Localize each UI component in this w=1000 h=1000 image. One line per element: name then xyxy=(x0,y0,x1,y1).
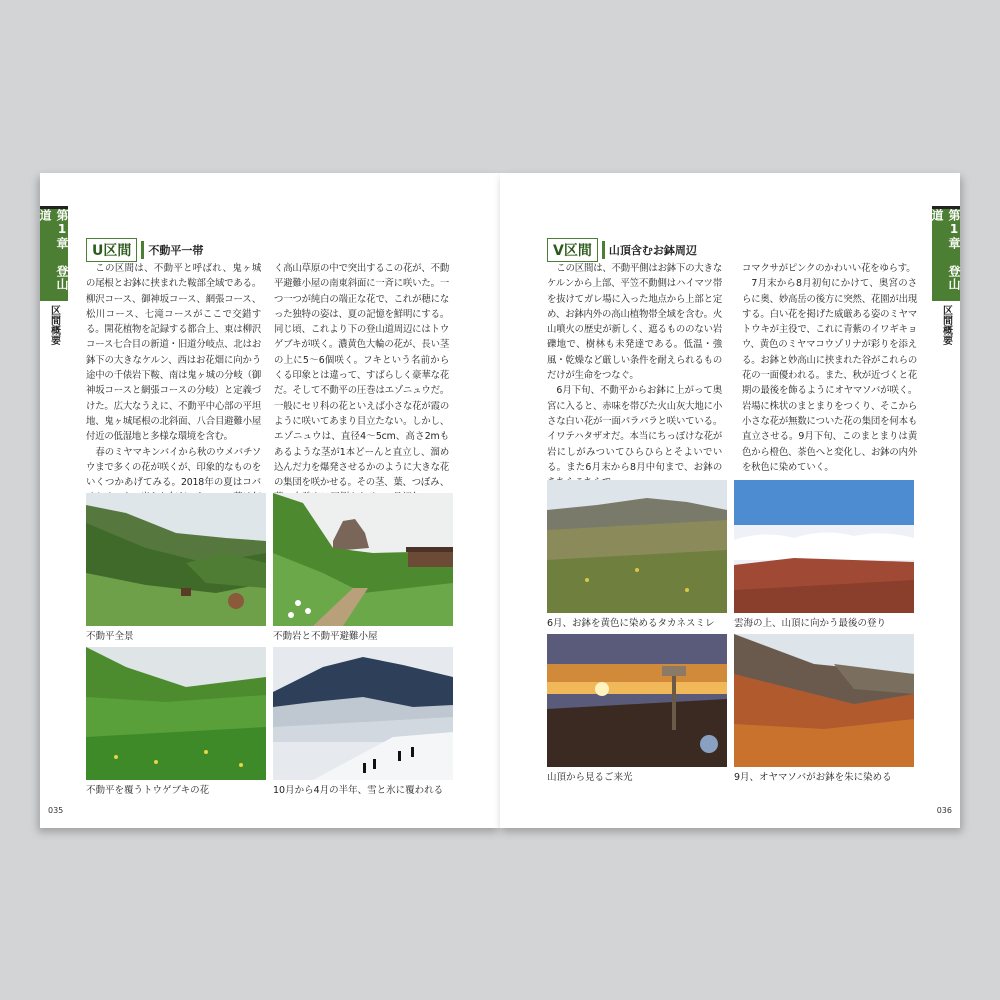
section-heading xyxy=(547,238,697,262)
right-page xyxy=(500,173,960,828)
photo-caption: 不動平を覆うトウゲブキの花 xyxy=(86,785,210,796)
paragraph: 7月末から8月初旬にかけて、奥宮のさらに奥、妙高岳の後方に突然、花園が出現する。白い花を掲げた威厳ある姿のミヤマトウキが主役で、これに青紫のイワギキョウ、黄色のミヤマコウゾリナが彩りを添える。お鉢と妙高山に挟まれた谷がこれらの花の一面優われる。また、秋が近づくと花期の最後を飾るようにオヤマソバが咲く。岩場に株状のまとまりをつくり、そこから小さな花が無数についた花の集団を何本も直立させる。9月下旬、このまとまりは黄色から橙色、茶色へと変化し、お鉢の内外を秋色に染めていく。 xyxy=(742,278,917,473)
chapter-subtitle: 区間概要 xyxy=(48,305,60,345)
photo-caption: 不動平全景 xyxy=(86,631,134,642)
paragraph: 6月下旬、不動平からお鉢に上がって奥宮に入ると、赤味を帯びた火山灰大地に小さな白い花が一面パラパラと咲いている。イワテハタザオだ。本当にちっぽけな花が岩にしがみついてひらひらとそよいでいる。また6月末から8月中旬まで、お鉢の xyxy=(547,385,722,473)
photo-fudo-rock-hut xyxy=(273,493,453,626)
photo-oyamasoba-red xyxy=(734,634,914,767)
paragraph: 春のミヤマキンバイから秋のウメバチソウまで多くの花が咲くが、印象的なものをいくつかあげてみる。2018年の夏はコバ xyxy=(86,446,261,489)
photo-takanesumire-slope xyxy=(547,480,727,613)
paragraph: コマクサがピンクのかわいい花をゆらす。 xyxy=(742,263,916,274)
photo-tougebuki-meadow xyxy=(86,647,266,780)
photo-sea-of-clouds xyxy=(734,480,914,613)
section-title: 不動平一帯 xyxy=(148,244,204,257)
photo-fudodaira-panorama xyxy=(86,493,266,626)
photo-summit-sunrise xyxy=(547,634,727,767)
photo-caption: 9月、オヤマソバがお鉢を朱に染める xyxy=(734,772,892,783)
chapter-tab: 第1章 登山道 xyxy=(932,206,960,301)
photo-caption: 10月から4月の半年、雪と氷に覆われる xyxy=(273,785,444,796)
paragraph: く高山草原の中で突出するこの花が、不動平避難小屋の南東斜面に一斉に咲いた。一つ一つが純白の端正な花で、これが穂になった独特の姿は、夏の記憶を鮮明にする。同じ頃、これより下の登山道周辺にはトウゲブキが咲く。濃黄色大輪の花が、長い茎の上に5～6個咲く。フキという名前からくる印象とは違って、すばらしく豪華な花だ。そして不動平の圧巻はエゾニュウだ。一般にセリ科の花といえば小さな花が霞のように咲いてあまり目立たない。しかし、エゾニュウは、直径4～5cm、高さ2mもあるような茎が1本どーんと直立し、溜め込んだ力を爆発させるかのように大きな花の集団を咲かせる。その茎、葉、つぼみ、 xyxy=(274,263,449,489)
photo-snow-ice xyxy=(273,647,453,780)
chapter-subtitle: 区間概要 xyxy=(940,305,952,345)
photo-caption: 山頂から見るご来光 xyxy=(547,772,633,783)
heading-bar xyxy=(141,241,144,259)
left-page xyxy=(40,173,500,828)
text-column-2 xyxy=(742,261,917,475)
section-heading xyxy=(86,238,203,262)
photo-caption: 不動岩と不動平避難小屋 xyxy=(273,631,378,642)
paragraph: この区間は、不動平側はお鉢下の大きなケルンから上部、平笠不動側はハイマツ帯を抜けてガレ場に入った地点から上部と定め、お鉢内外の高山植物帯全域を含む。火山噴火の歴史が新しく、遮るもののない岩礫地で、樹林も未発達である。低温・強風・乾燥など厳しい条件を耐えられるものだけが生命をつなぐ。 xyxy=(547,263,722,382)
section-title: 山頂含むお鉢周辺 xyxy=(608,244,697,257)
chapter-tab: 第1章 登山道 xyxy=(40,206,68,301)
text-column-1 xyxy=(547,261,722,490)
heading-bar xyxy=(602,241,605,259)
section-label: V区間 xyxy=(547,238,598,262)
page-number: 036 xyxy=(936,806,952,815)
photo-caption: 6月、お鉢を黄色に染めるタカネスミレ xyxy=(547,618,715,629)
section-label: U区間 xyxy=(86,238,137,262)
page-number: 035 xyxy=(48,806,64,815)
photo-caption: 雲海の上、山頂に向かう最後の登り xyxy=(734,618,887,629)
paragraph: この区間は、不動平と呼ばれ、鬼ヶ城の尾根とお鉢に挟まれた鞍部全域である。柳沢コース、御神坂コース、網張コース、松川コース、七滝コースがここで交錯する。開花植物を記録する都合上、東は柳沢コース七合目の新道・旧道分岐点、北はお鉢下の大きなケルン、西はお花畑に向かう途中の千俵岩下鞍、南は鬼ヶ城の分岐（御神坂コースと網張コースの分岐）と定義づけた。広大なうえに、不動平中心部の平坦地、鬼ヶ城尾根の北斜面、八合目避難小屋付近の低湿地と多様な環境を含む。 xyxy=(86,263,261,443)
